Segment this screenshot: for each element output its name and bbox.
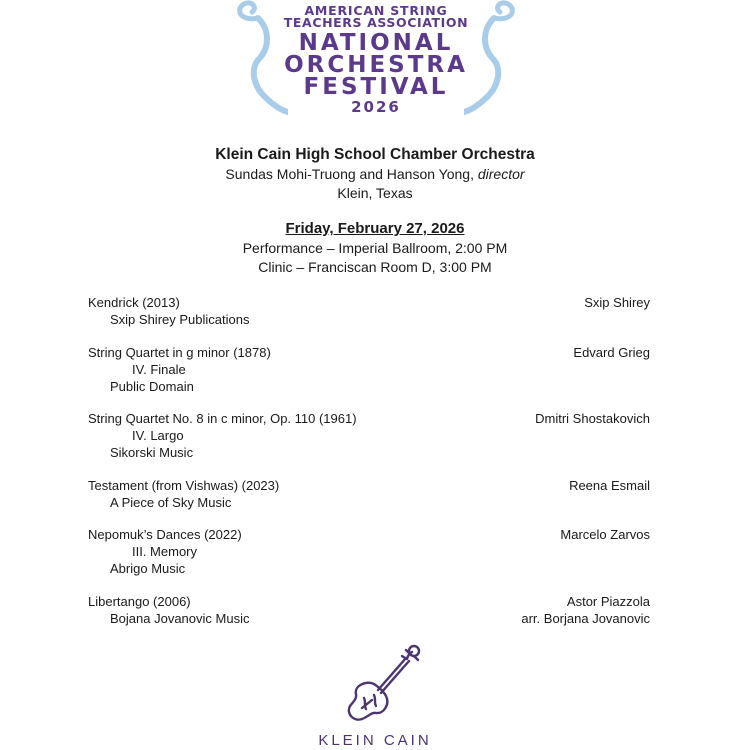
performance-time: Performance – Imperial Ballroom, 2:00 PM — [242, 240, 508, 256]
festival-org-line2: TEACHERS ASSOCIATION — [283, 15, 469, 30]
festival-title-line1: NATIONAL — [298, 30, 454, 56]
festival-org-line1: AMERICAN STRING — [304, 3, 448, 18]
piece-publisher: A Piece of Sky Music — [110, 494, 232, 510]
piece-publisher: Abrigo Music — [110, 561, 186, 576]
piece-composer: Reena Esmail — [569, 477, 650, 493]
piece-composer: Astor Piazzola — [566, 593, 650, 609]
program-item — [88, 410, 650, 461]
piece-arranger: arr. Borjana Jovanovic — [521, 610, 650, 626]
piece-title: Testament (from Vishwas) (2023) — [88, 477, 280, 493]
program-item — [88, 477, 650, 511]
program-item — [88, 526, 650, 577]
piece-movement: III. Memory — [132, 544, 198, 559]
festival-title-line3: FESTIVAL — [303, 74, 449, 100]
school-name: KLEIN CAIN — [318, 732, 432, 749]
piece-movement: IV. Finale — [132, 361, 186, 377]
festival-logo — [228, 0, 524, 122]
program-list — [88, 294, 650, 642]
performance-date: Friday, February 27, 2026 — [285, 220, 465, 237]
directors-line — [0, 166, 750, 182]
ensemble-location: Klein, Texas — [337, 185, 413, 201]
festival-year: 2026 — [351, 98, 401, 116]
festival-title-line2: ORCHESTRA — [284, 52, 468, 78]
piece-title: Nepomuk’s Dances (2022) — [88, 527, 242, 542]
piece-composer: Edvard Grieg — [573, 344, 650, 360]
piece-movement: IV. Largo — [132, 428, 184, 443]
piece-publisher: Sikorski Music — [110, 445, 194, 460]
program-item — [88, 593, 650, 627]
piece-composer: Sxip Shirey — [584, 295, 650, 310]
clinic-time: Clinic – Franciscan Room D, 3:00 PM — [258, 259, 492, 275]
piece-title: Kendrick (2013) — [88, 295, 180, 310]
program-item — [88, 294, 650, 328]
piece-title: String Quartet in g minor (1878) — [88, 344, 271, 360]
directors-names: Sundas Mohi-Truong and Hanson Yong, — [225, 166, 474, 182]
piece-publisher: Bojana Jovanovic Music — [110, 610, 250, 626]
violin-icon — [344, 640, 428, 724]
piece-publisher: Sxip Shirey Publications — [110, 312, 250, 327]
piece-title: String Quartet No. 8 in c minor, Op. 110 (1961) — [88, 411, 357, 426]
directors-role: director — [477, 166, 525, 182]
program-item — [88, 344, 650, 395]
piece-composer: Marcelo Zarvos — [560, 527, 650, 542]
piece-title: Libertango (2006) — [88, 593, 191, 609]
school-logo — [300, 640, 450, 750]
piece-publisher: Public Domain — [110, 378, 194, 394]
ensemble-name: Klein Cain High School Chamber Orchestra — [215, 146, 535, 163]
piece-composer: Dmitri Shostakovich — [535, 411, 650, 426]
